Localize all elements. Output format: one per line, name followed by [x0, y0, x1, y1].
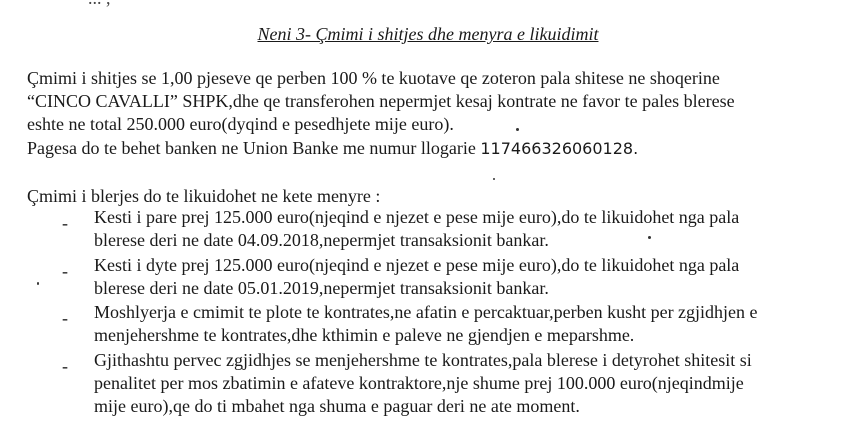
payment-text: Pagesa do te behet banken ne Union Banke me numur llogarie [27, 138, 481, 158]
cut-off-top-line [88, 0, 111, 8]
section-heading: Neni 3- Çmimi i shitjes dhe menyra e likuidimit [257, 24, 599, 44]
bullet-2-line-2: blerese deri ne date 05.01.2019,nepermjet transaksionit bankar. [94, 278, 549, 298]
bullet-3-line-1: Moshlyerja e cmimit te plote te kontrates,ne afatin e percaktuar,perben kusht per zgjidhjen e [94, 302, 758, 322]
bullet-1-line-2: blerese deri ne date 04.09.2018,nepermjet transaksionit bankar. [94, 230, 549, 250]
bullet-3-line-2: menjehershme te kontrates,dhe kthimin e paleve ne gjendjen e meparshme. [94, 325, 635, 345]
bullet-marker: - [62, 261, 68, 281]
scan-speck [493, 178, 495, 180]
scan-speck [516, 128, 519, 131]
paragraph-line-3: eshte ne total 250.000 euro(dyqind e pesedhjete mije euro). [27, 114, 454, 134]
bullet-4-line-2: penalitet per mos zbatimin e afateve kontraktore,nje shume prej 100.000 euro(njeqindmije [94, 373, 744, 393]
scan-speck [648, 236, 651, 239]
scan-speck [37, 282, 39, 285]
bullet-marker: - [62, 356, 68, 376]
liquidation-intro: Çmimi i blerjes do te likuidohet ne kete menyre : [27, 186, 381, 206]
bullet-marker: - [62, 213, 68, 233]
bullet-marker: - [62, 308, 68, 328]
payment-line [27, 138, 638, 159]
paragraph-line-1: Çmimi i shitjes se 1,00 pjeseve qe perben 100 % te kuotave qe zoteron pala shitese ne shoqerine [27, 68, 720, 88]
bullet-4-line-3: mije euro),qe do ti mbahet nga shuma e paguar deri ne ate moment. [94, 396, 580, 416]
bank-account-number: 117466326060128. [480, 139, 639, 158]
bullet-4-line-1: Gjithashtu pervec zgjidhjes se menjehershme te kontrates,pala blerese i detyrohet shitesit si [94, 350, 752, 370]
bullet-2-line-1: Kesti i dyte prej 125.000 euro(njeqind e njezet e pese mije euro),do te likuidohet nga pala [94, 255, 740, 275]
paragraph-line-2: “CINCO CAVALLI” SHPK,dhe qe transferohen nepermjet kesaj kontrate ne favor te pales blerese [27, 91, 735, 111]
bullet-1-line-1: Kesti i pare prej 125.000 euro(njeqind e njezet e pese mije euro),do te likuidohet nga pala [94, 207, 740, 227]
